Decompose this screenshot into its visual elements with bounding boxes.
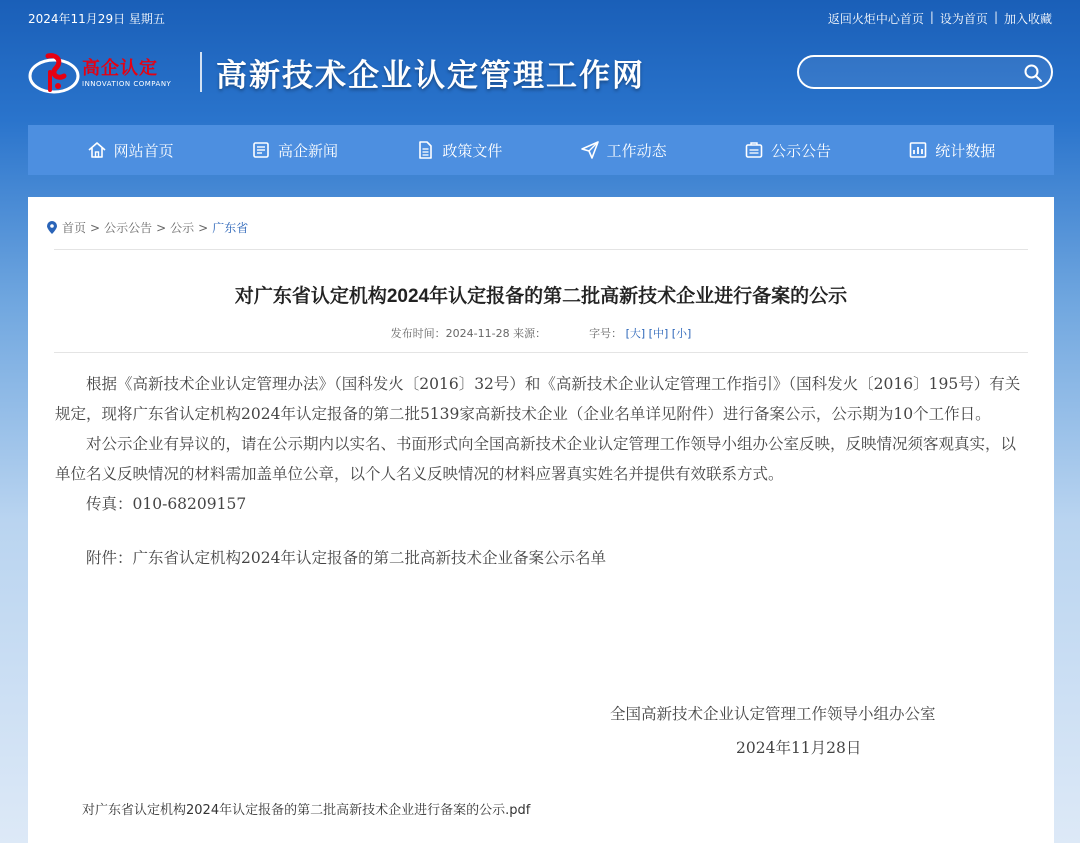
breadcrumb-separator: >	[90, 220, 101, 235]
link-separator: |	[929, 10, 934, 24]
signature-date: 2024年11月28日	[736, 739, 862, 757]
fax-line: 传真：010-68209157	[86, 495, 247, 513]
paragraph: 对公示企业有异议的，请在公示期内以实名、书面形式向全国高新技术企业认定管理工作领导小组办公室反映，反映情况须客观真实，以单位名义反映情况的材料需加盖单位公章，以个人名义反映情况的材料应署真实姓名并提供有效联系方式。	[55, 435, 1017, 483]
paragraph: 根据《高新技术企业认定管理办法》（国科发火〔2016〕32号）和《高新技术企业认定管理工作指引》（国科发火〔2016〕195号）有关规定，现将广东省认定机构2024年认定报备的第二批5139家高新技术企业（企业名单详见附件）进行备案公示，公示期为10个工作日。	[55, 375, 1021, 423]
article-panel	[28, 197, 1054, 843]
site-title: 高新技术企业认定管理工作网	[216, 58, 645, 94]
article-title: 对广东省认定机构2024年认定报备的第二批高新技术企业进行备案的公示	[234, 286, 848, 307]
logo-divider	[200, 52, 202, 92]
breadcrumb-home[interactable]: 首页	[62, 221, 87, 235]
nav-item-label: 工作动态	[606, 141, 667, 160]
nav-item-statistics[interactable]	[908, 140, 995, 161]
breadcrumb-announcements[interactable]: 公示公告	[104, 221, 153, 235]
font-size-large-button[interactable]: [大]	[625, 327, 646, 340]
search-input[interactable]	[813, 61, 1013, 83]
site-header	[0, 36, 1080, 122]
location-pin-icon	[46, 221, 58, 235]
logo-emblem-icon	[28, 50, 80, 96]
signature-org: 全国高新技术企业认定管理工作领导小组办公室	[610, 705, 936, 723]
link-add-favorite[interactable]: 加入收藏	[1003, 12, 1052, 26]
news-icon	[251, 140, 271, 160]
nav-item-label: 高企新闻	[277, 141, 338, 160]
nav-item-label: 政策文件	[442, 141, 503, 160]
font-size-small-button[interactable]: [小]	[671, 327, 692, 340]
logo-text-cn: 高企认定	[82, 58, 158, 79]
publish-info: 发布时间：2024-11-28 来源：	[390, 327, 547, 340]
divider	[54, 352, 1028, 353]
top-links	[828, 10, 1052, 27]
document-icon	[415, 140, 435, 160]
chart-icon	[908, 140, 928, 160]
announcement-icon	[744, 140, 764, 160]
article-meta	[28, 325, 1054, 341]
nav-item-policy[interactable]	[415, 140, 502, 161]
nav-item-news[interactable]	[251, 140, 338, 161]
nav-item-announcements[interactable]	[744, 140, 831, 161]
paper-plane-icon	[580, 140, 600, 160]
nav-item-work-updates[interactable]	[580, 140, 667, 161]
article-body	[55, 369, 1027, 573]
link-separator: |	[993, 10, 998, 24]
search-box[interactable]	[797, 55, 1053, 89]
main-nav	[28, 125, 1054, 175]
top-bar	[0, 0, 1080, 36]
breadcrumb-publicity[interactable]: 公示	[170, 221, 195, 235]
link-torch-home[interactable]: 返回火炬中心首页	[827, 12, 924, 26]
nav-item-label: 网站首页	[113, 141, 174, 160]
breadcrumb-current[interactable]: 广东省	[212, 221, 249, 235]
search-icon[interactable]	[1023, 63, 1043, 83]
font-size-label: 字号：	[589, 327, 623, 340]
breadcrumb-separator: >	[156, 220, 167, 235]
breadcrumb-separator: >	[198, 220, 209, 235]
nav-item-label: 公示公告	[770, 141, 831, 160]
nav-item-label: 统计数据	[935, 141, 996, 160]
logo-text-en: INNOVATION COMPANY	[82, 80, 172, 88]
link-set-homepage[interactable]: 设为首页	[939, 12, 988, 26]
signature-block	[610, 697, 1010, 765]
breadcrumb	[46, 219, 248, 236]
nav-item-home[interactable]	[87, 140, 174, 161]
home-icon	[87, 140, 107, 160]
site-logo[interactable]	[28, 44, 188, 100]
attachment-pdf-link[interactable]: 对广东省认定机构2024年认定报备的第二批高新技术企业进行备案的公示.pdf	[82, 803, 531, 818]
divider	[54, 249, 1028, 250]
attachment-text: 附件：广东省认定机构2024年认定报备的第二批高新技术企业备案公示名单	[86, 549, 606, 567]
current-date: 2024年11月29日 星期五	[28, 12, 165, 26]
font-size-medium-button[interactable]: [中]	[648, 327, 669, 340]
